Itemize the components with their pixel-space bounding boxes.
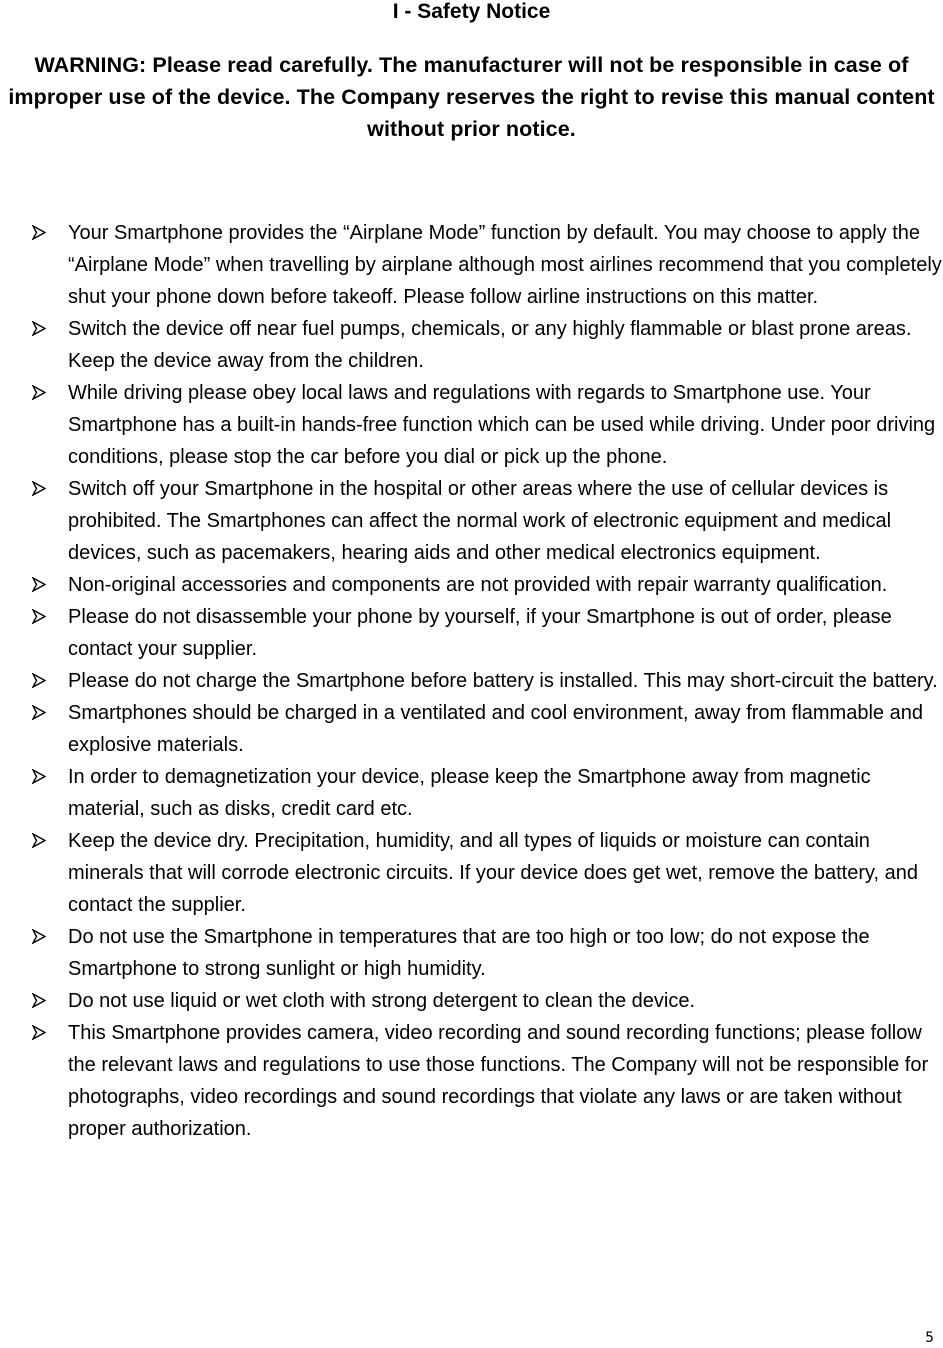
notice-text: Keep the device dry. Precipitation, humidity, and all types of liquids or moisture can contain minerals that will corrode electronic circuits. If your device does get wet, remove the battery, and contact the supplier. <box>68 830 919 916</box>
notice-text: Do not use the Smartphone in temperatures that are too high or too low; do not expose the Smartphone to strong sunlight or high humidity. <box>68 926 870 980</box>
notice-text: Smartphones should be charged in a ventilated and cool environment, away from flammable and explosive materials. <box>68 702 923 756</box>
list-item <box>0 601 943 665</box>
notice-text: Please do not charge the Smartphone before battery is installed. This may short-circuit the battery. <box>68 670 938 692</box>
list-item <box>0 921 943 985</box>
arrowhead-bullet-icon <box>32 377 52 409</box>
notice-text: Switch off your Smartphone in the hospital or other areas where the use of cellular devices is prohibited. The Smartphones can affect the normal work of electronic equipment and medical devices, such as pacemakers, hearing aids and other medical electronics equipment. <box>68 478 892 564</box>
arrowhead-bullet-icon <box>32 921 52 953</box>
notice-text: This Smartphone provides camera, video recording and sound recording functions; please follow the relevant laws and regulations to use those functions. The Company will not be responsible for photographs, video recordings and sound recordings that violate any laws or are taken without proper authorization. <box>68 1022 929 1140</box>
notice-text: In order to demagnetization your device, please keep the Smartphone away from magnetic material, such as disks, credit card etc. <box>68 766 871 820</box>
arrowhead-bullet-icon <box>32 697 52 729</box>
page-title: I - Safety Notice <box>392 0 551 23</box>
list-item <box>0 377 943 473</box>
list-item <box>0 217 943 313</box>
list-item <box>0 985 943 1017</box>
list-item <box>0 665 943 697</box>
list-item <box>0 313 943 377</box>
arrowhead-bullet-icon <box>32 825 52 857</box>
notice-text: Your Smartphone provides the “Airplane Mode” function by default. You may choose to apply the “Airplane Mode” when travelling by airplane although most airlines recommend that you completely shut your phone down before takeoff. Please follow airline instructions on this matter. <box>68 222 942 308</box>
page-number: 5 <box>925 1330 934 1346</box>
notice-text: Please do not disassemble your phone by yourself, if your Smartphone is out of order, please contact your supplier. <box>68 606 892 660</box>
notice-text: While driving please obey local laws and regulations with regards to Smartphone use. Your Smartphone has a built-in hands-free function which can be used while driving. Under poor driving conditions, please stop the car before you dial or pick up the phone. <box>68 382 936 468</box>
list-item <box>0 697 943 761</box>
list-item <box>0 473 943 569</box>
arrowhead-bullet-icon <box>32 985 52 1017</box>
arrowhead-bullet-icon <box>32 601 52 633</box>
list-item <box>0 569 943 601</box>
arrowhead-bullet-icon <box>32 313 52 345</box>
arrowhead-bullet-icon <box>32 665 52 697</box>
list-item <box>0 825 943 921</box>
arrowhead-bullet-icon <box>32 569 52 601</box>
notice-text: Non-original accessories and components are not provided with repair warranty qualification. <box>68 574 888 596</box>
safety-notice-list <box>0 217 943 1145</box>
notice-text: Do not use liquid or wet cloth with strong detergent to clean the device. <box>68 990 696 1012</box>
list-item <box>0 1017 943 1145</box>
warning-notice: WARNING: Please read carefully. The manufacturer will not be responsible in case of improper use of the device. The Company reserves the right to revise this manual content without prior notice. <box>8 53 935 141</box>
arrowhead-bullet-icon <box>32 761 52 793</box>
arrowhead-bullet-icon <box>32 1017 52 1049</box>
list-item <box>0 761 943 825</box>
arrowhead-bullet-icon <box>32 217 52 249</box>
arrowhead-bullet-icon <box>32 473 52 505</box>
notice-text: Switch the device off near fuel pumps, chemicals, or any highly flammable or blast prone areas. Keep the device away from the children. <box>68 318 912 372</box>
